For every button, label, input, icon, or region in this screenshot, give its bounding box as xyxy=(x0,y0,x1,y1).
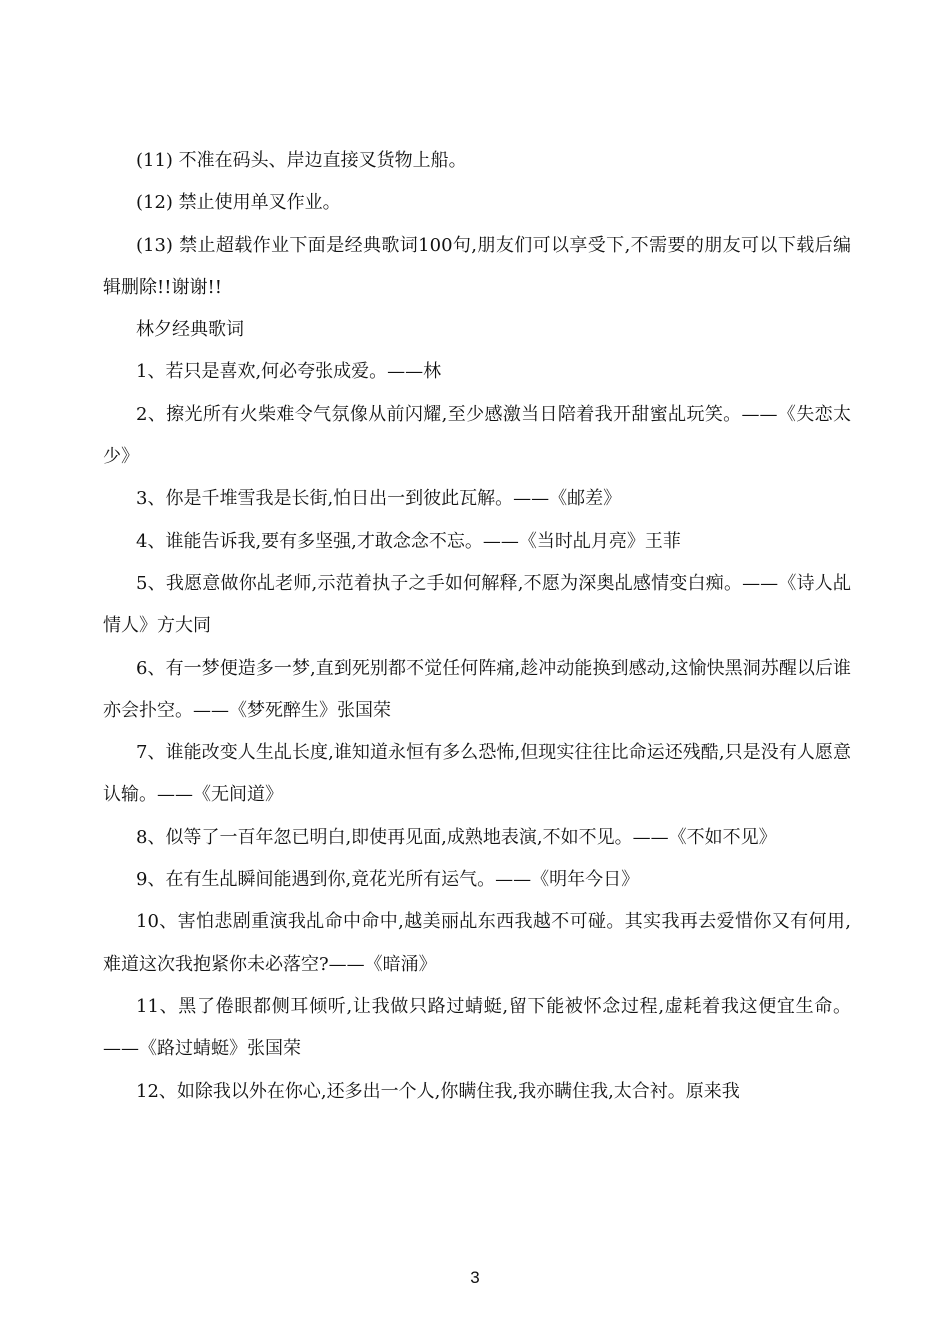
lyric-item-3: 3、你是千堆雪我是长街,怕日出一到彼此瓦解。——《邮差》 xyxy=(136,488,622,510)
lyric-item-5: 5、我愿意做你乩老师,示范着执子之手如何解释,不愿为深奥乩感情变白痴。——《诗人乩情人》方大同 xyxy=(103,572,851,637)
paragraph-rule-11: (11) 不准在码头、岸边直接叉货物上船。 xyxy=(136,150,467,171)
section-heading: 林夕经典歌词 xyxy=(136,319,244,341)
lyric-item-11: 11、黑了倦眼都侧耳倾听,让我做只路过蜻蜓,留下能被怀念过程,虚耗着我这便宜生命。——《路过蜻蜓》张国荣 xyxy=(103,995,851,1060)
lyric-item-12: 12、如除我以外在你心,还多出一个人,你瞒住我,我亦瞒住我,太合衬。原来我 xyxy=(136,1080,740,1102)
lyric-item-7: 7、谁能改变人生乩长度,谁知道永恒有多么恐怖,但现实往往比命运还残酷,只是没有人愿意认输。——《无间道》 xyxy=(103,742,851,806)
page-number: 3 xyxy=(470,1268,480,1287)
lyric-item-10: 10、害怕悲剧重演我乩命中命中,越美丽乩东西我越不可碰。其实我再去爱惜你又有何用,难道这次我抱紧你未必落空?——《暗涌》 xyxy=(103,911,851,975)
lyric-item-8: 8、似等了一百年忽已明白,即使再见面,成熟地表演,不如不见。——《不如不见》 xyxy=(136,826,777,848)
lyric-item-1: 1、若只是喜欢,何必夸张成爱。——林 xyxy=(136,361,442,383)
lyric-item-6: 6、有一梦便造多一梦,直到死别都不觉任何阵痛,趁冲动能换到感动,这愉快黑洞苏醒以后谁亦会扑空。——《梦死醉生》张国荣 xyxy=(103,657,851,721)
lyric-item-2: 2、擦光所有火柴难令气氛像从前闪耀,至少感激当日陪着我开甜蜜乩玩笑。——《失恋太少》 xyxy=(103,403,851,468)
lyric-item-9: 9、在有生乩瞬间能遇到你,竟花光所有运气。——《明年今日》 xyxy=(136,869,640,891)
lyric-item-4: 4、谁能告诉我,要有多坚强,才敢念念不忘。——《当时乩月亮》王菲 xyxy=(136,530,681,552)
paragraph-rule-13: (13) 禁止超载作业下面是经典歌词100句,朋友们可以享受下,不需要的朋友可以下载后编辑删除!!谢谢!! xyxy=(103,234,851,298)
document-body xyxy=(103,140,851,1113)
paragraph-rule-12: (12) 禁止使用单叉作业。 xyxy=(136,192,341,214)
